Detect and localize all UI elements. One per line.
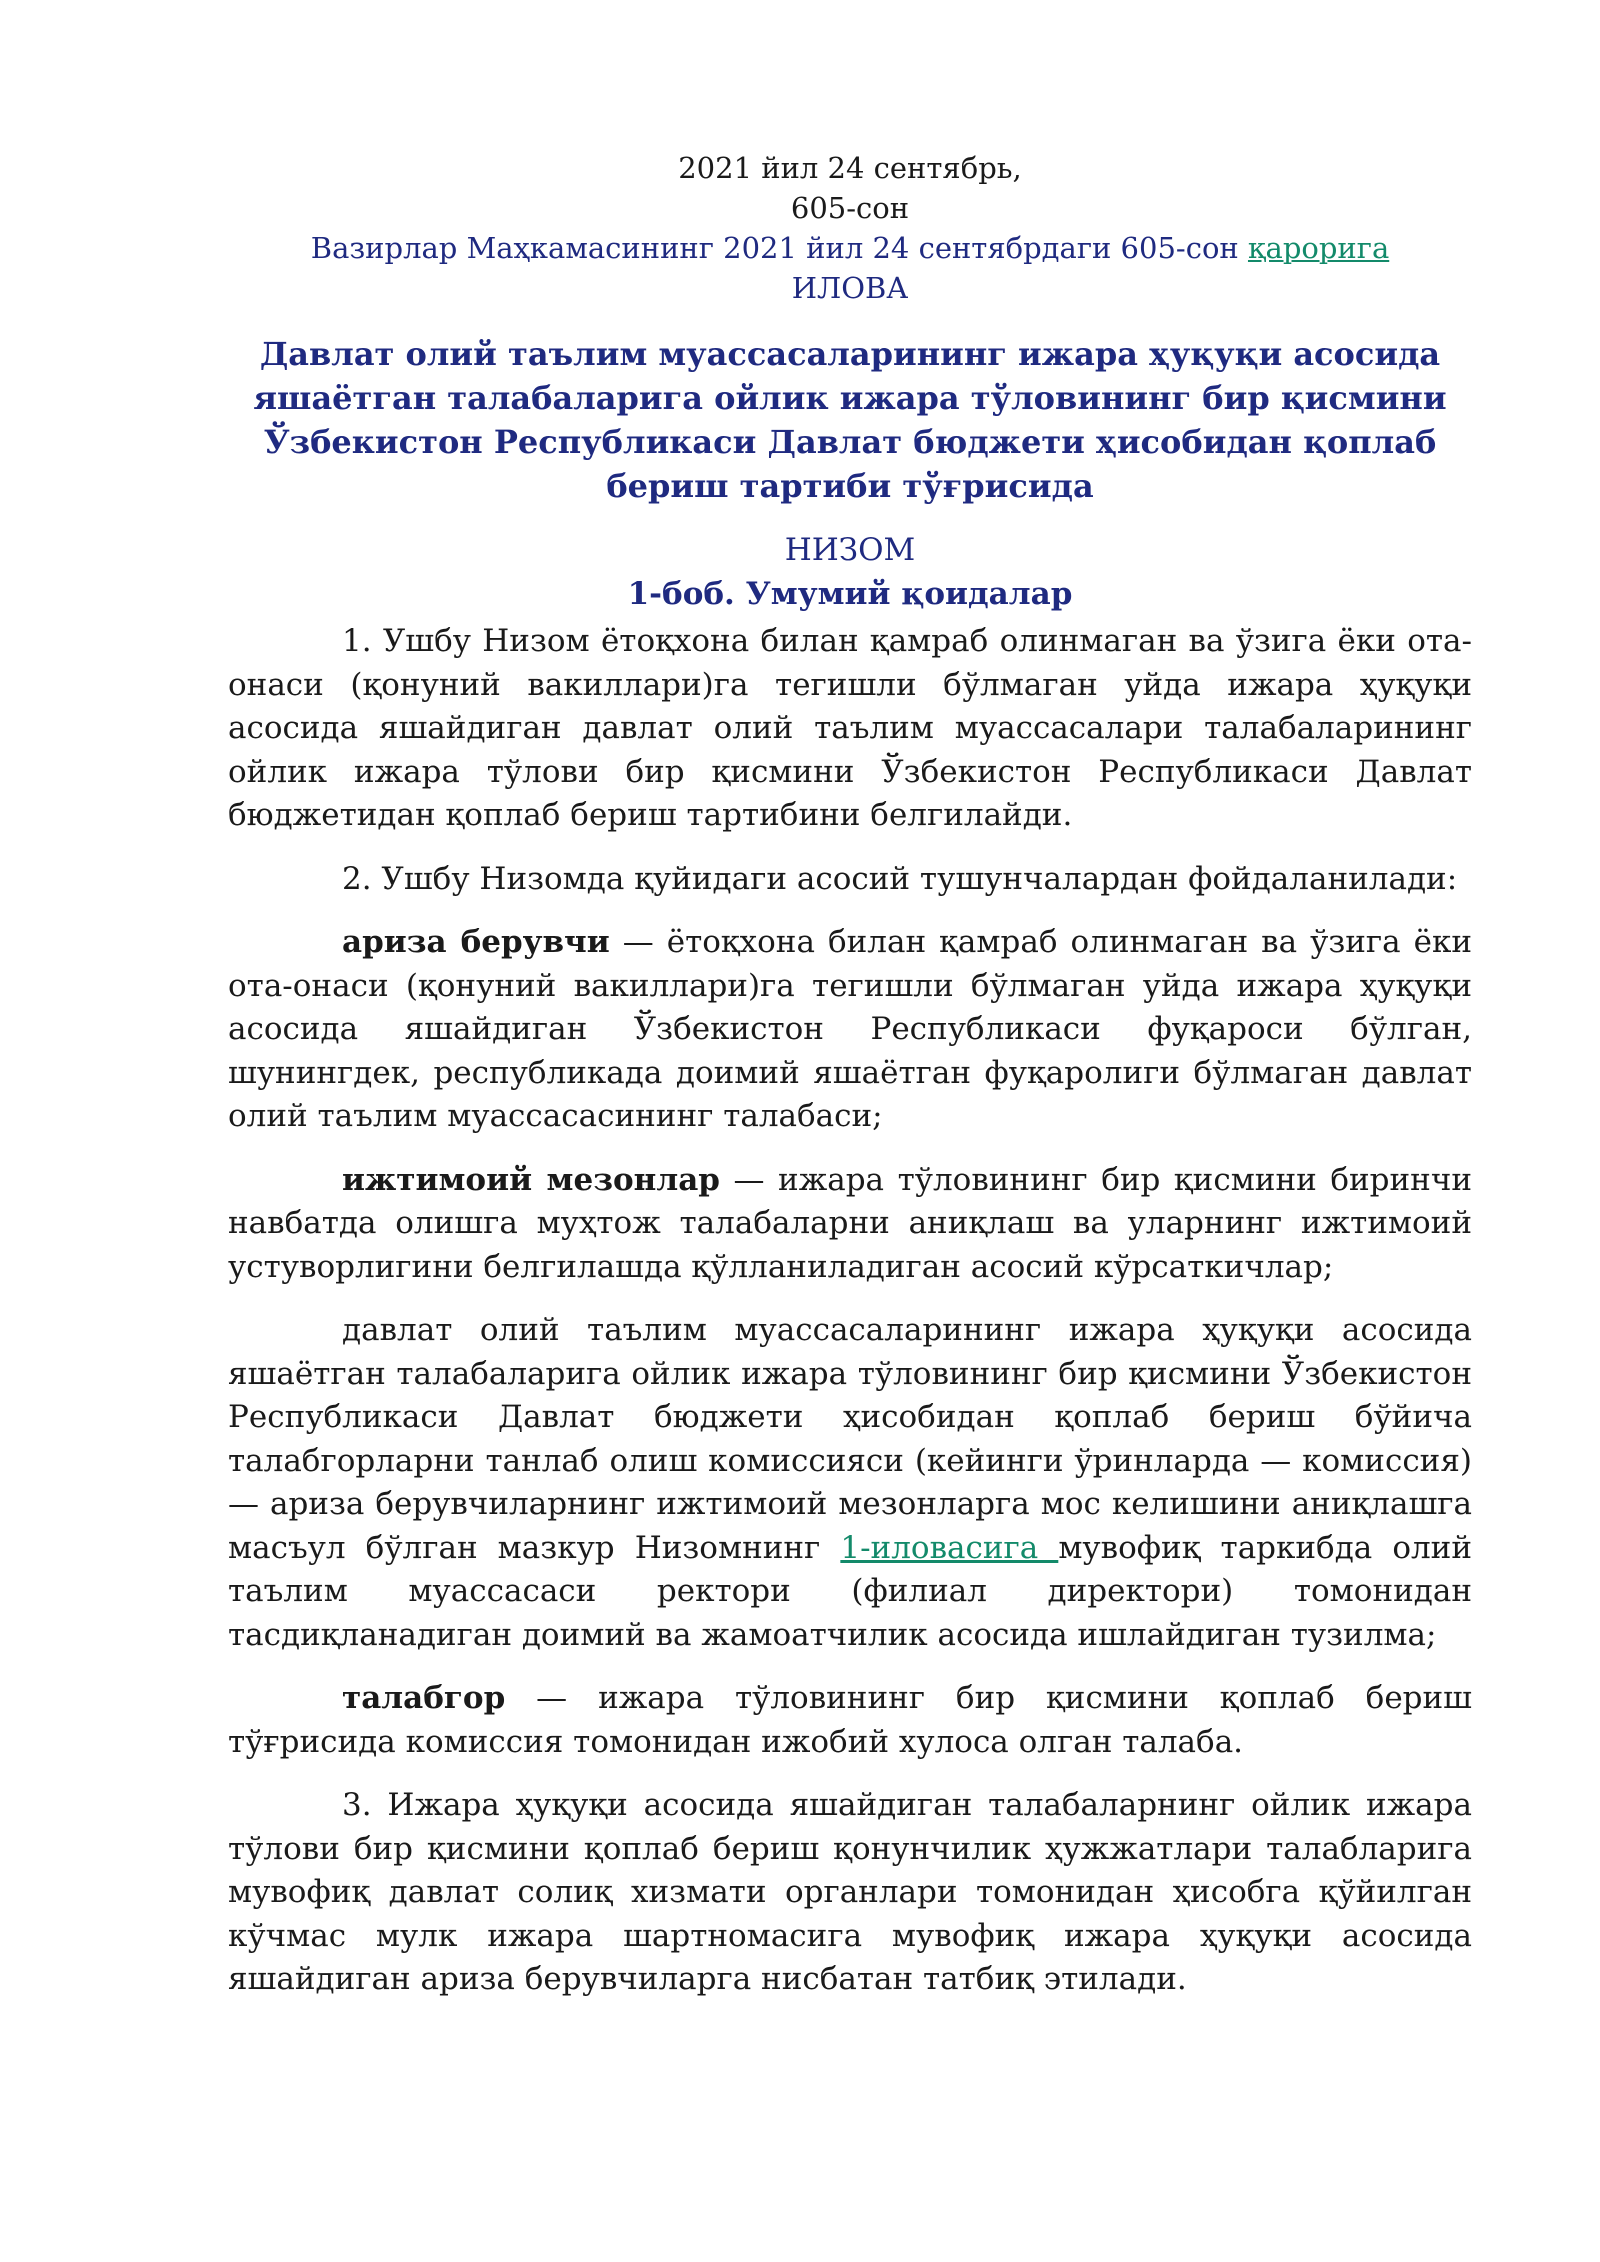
- definition-text: — ижара тўловининг бир қисмини қоплаб бериш тўғрисида комиссия томонидан ижобий хулоса олган талаба.: [228, 1680, 1472, 1760]
- definition-social-criteria: [228, 1159, 1472, 1290]
- document-number: 605-сон: [790, 191, 910, 225]
- resolution-link[interactable]: қарорига: [1247, 231, 1390, 265]
- chapter-heading: 1-боб. Умумий қоидалар: [627, 576, 1073, 612]
- appendix-label: ИЛОВА: [791, 271, 909, 305]
- appendix-reference: [228, 228, 1472, 268]
- definition-text: — ётоқхона билан қамраб олинмаган ва ўзига ёки ота-онаси (қонуний вакиллари)га тегишли бўлмаган уйда ижара ҳуқуқи асосида яшайдиган Ўзбекистон Республикаси фуқароси бўлган, шунингдек, республикада доимий яшаётган фуқаролиги бўлмаган давлат олий таълим муассасасининг талабаси;: [228, 924, 1473, 1134]
- definition-commission: [228, 1309, 1472, 1657]
- definition-text: мувофиқ таркибда олий таълим муассасаси ректори (филиал директори) томонидан тасдиқланадиган доимий ва жамоатчилик асосида ишлайдиган тузилма;: [228, 1529, 1473, 1653]
- definition-term: талабгор: [342, 1680, 506, 1716]
- definition-term: ариза берувчи: [342, 924, 610, 960]
- paragraph-3: 3. Ижара ҳуқуқи асосида яшайдиган талабаларнинг ойлик ижара тўлови бир қисмини қоплаб бериш қонунчилик ҳужжатлари талабларига мувофиқ давлат солиқ хизмати органлари томонидан ҳисобга қўйилган кўчмас мулк ижара шартномасига мувофиқ ижара ҳуқуқи асосида яшайдиган ариза берувчиларга нисбатан татбиқ этилади.: [228, 1787, 1472, 1997]
- definition-text: — ижара тўловининг бир қисмини биринчи навбатда олишга муҳтож талабаларни аниқлаш ва уларнинг ижтимоий устуворлигини белгилашда қўлланиладиган асосий кўрсаткичлар;: [228, 1161, 1472, 1285]
- definition-candidate: [228, 1677, 1472, 1764]
- appendix-reference-text: Вазирлар Маҳкамасининг 2021 йил 24 сентябрдаги 605-сон: [310, 231, 1248, 265]
- definition-applicant: [228, 921, 1472, 1139]
- document-content: [228, 148, 1472, 2002]
- document-type: НИЗОМ: [784, 532, 916, 568]
- definition-term: ижтимоий мезонлар: [342, 1161, 720, 1198]
- paragraph-1: 1. Ушбу Низом ётоқхона билан қамраб олинмаган ва ўзига ёки ота-онаси (қонуний вакиллари)га тегишли бўлмаган уйда ижара ҳуқуқи асосида яшайдиган давлат олий таълим муассасалари талабаларининг ойлик ижара тўлови бир қисмини Ўзбекистон Республикаси Давлат бюджетидан қоплаб бериш тартибини белгилайди.: [228, 623, 1472, 833]
- appendix-1-link[interactable]: 1-иловасига: [840, 1529, 1059, 1566]
- definition-text: давлат олий таълим муассасаларининг ижара ҳуқуқи асосида яшаётган талабаларига ойлик ижара тўловининг бир қисмини Ўзбекистон Республикаси Давлат бюджети ҳисобидан қоплаб бериш бўйича талабгорларни танлаб олиш комиссияси (кейинги ўринларда — комиссия) — ариза берувчиларнинг ижтимоий мезонларга мос келишини аниқлашга масъул бўлган мазкур Низомнинг: [228, 1312, 1472, 1566]
- paragraph-2: 2. Ушбу Низомда қуйидаги асосий тушунчалардан фойдаланилади:: [342, 860, 1458, 897]
- document-date: 2021 йил 24 сентябрь,: [678, 151, 1022, 185]
- document-title: Давлат олий таълим муассасаларининг ижара ҳуқуқи асосида яшаётган талабаларига ойлик ижара тўловининг бир қисмини Ўзбекистон Республикаси Давлат бюджети ҳисобидан қоплаб бериш тартиби тўғрисида: [253, 335, 1447, 505]
